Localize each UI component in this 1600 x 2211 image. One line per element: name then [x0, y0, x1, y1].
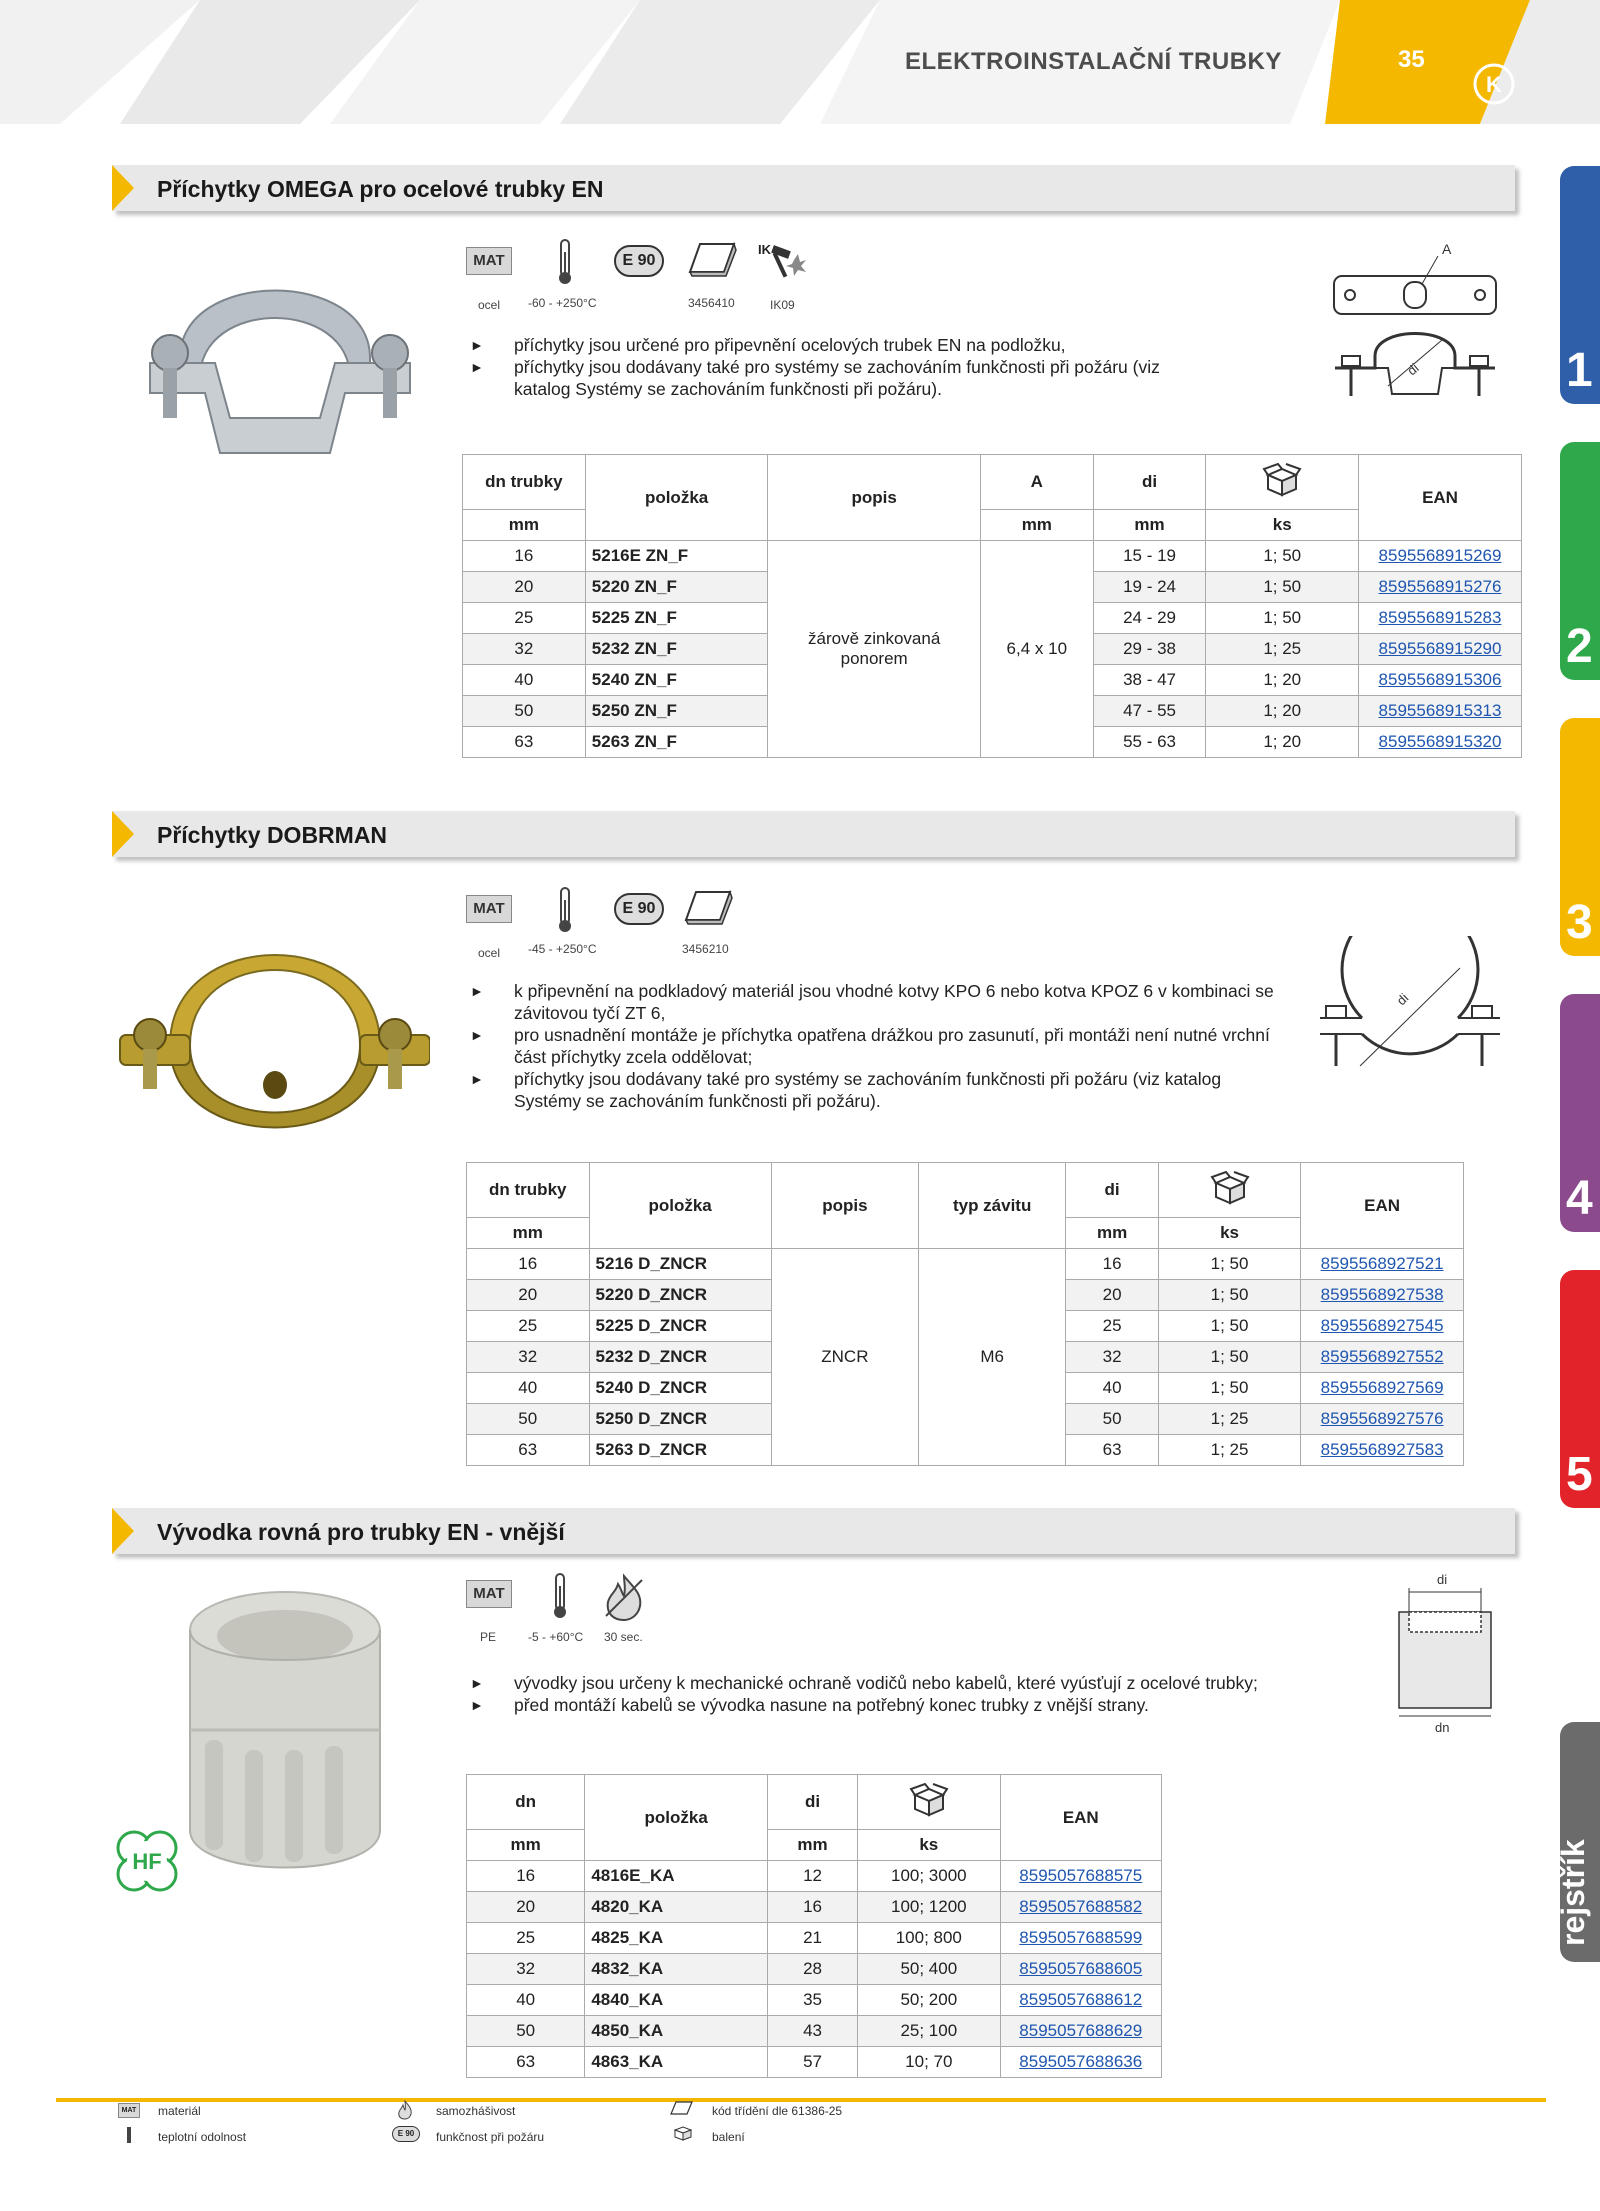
cell-di: 19 - 24	[1093, 572, 1206, 603]
dobrman-technical-drawing	[1310, 936, 1510, 1086]
cell-di: 20	[1066, 1280, 1159, 1311]
tab-label: 1	[1566, 344, 1593, 397]
legend-thermometer-icon	[126, 2126, 132, 2144]
col-item: položka	[585, 1775, 768, 1861]
tab-label: 2	[1566, 620, 1593, 673]
classification-caption: 3456410	[688, 296, 735, 310]
cell-code: 4825_KA	[585, 1923, 768, 1954]
ean-link[interactable]: 8595568927521	[1301, 1249, 1464, 1280]
e90-icon: E 90	[614, 245, 664, 277]
legend-package-icon	[672, 2124, 694, 2142]
material-caption: PE	[480, 1630, 497, 1644]
legend-self-extinguishing: samozhášivost	[436, 2104, 516, 2118]
cell-dn: 50	[467, 2016, 585, 2047]
material-caption: ocel	[478, 946, 501, 960]
ean-link[interactable]: 8595568915306	[1359, 665, 1522, 696]
cell-code: 5263 D_ZNCR	[589, 1435, 771, 1466]
cell-di: 16	[767, 1892, 857, 1923]
tab-chapter-4[interactable]	[1560, 994, 1600, 1232]
page-header	[0, 0, 1600, 124]
cell-code: 4832_KA	[585, 1954, 768, 1985]
omega-feature-list	[470, 334, 1190, 400]
dobrman-clip-image	[110, 935, 430, 1145]
cell-pack: 1; 50	[1158, 1373, 1300, 1404]
table-row	[467, 2016, 1162, 2047]
feature-item: ► před montáží kabelů se vývodka nasune na potřebný konec trubky z vnější strany.	[470, 1694, 1370, 1716]
legend-fire-function: funkčnost při požáru	[436, 2130, 545, 2144]
dobrman-product-table	[466, 1162, 1464, 1466]
table-row	[467, 2047, 1162, 2078]
col-item: položka	[585, 455, 768, 541]
footer-divider	[56, 2098, 1546, 2102]
legend-classification-icon	[670, 2100, 694, 2118]
ean-link[interactable]: 8595057688575	[1000, 1861, 1161, 1892]
cell-code: 4840_KA	[585, 1985, 768, 2016]
ean-link[interactable]: 8595057688599	[1000, 1923, 1161, 1954]
cell-code: 5220 ZN_F	[585, 572, 768, 603]
feature-item: ► příchytky jsou určené pro připevnění ocelových trubek EN na podložku,	[470, 334, 1190, 356]
cell-di: 25	[1066, 1311, 1159, 1342]
cell-code: 5216 D_ZNCR	[589, 1249, 771, 1280]
ean-link[interactable]: 8595057688582	[1000, 1892, 1161, 1923]
section-title: Vývodka rovná pro trubky EN - vnější	[157, 1519, 565, 1545]
cell-di: 50	[1066, 1404, 1159, 1435]
section-heading-dobrman	[112, 811, 1515, 857]
drawing-outer-diameter-label: dn	[1435, 1720, 1450, 1735]
cell-di: 57	[767, 2047, 857, 2078]
heading-marker-icon	[112, 811, 134, 857]
ik-label: IK	[758, 242, 771, 257]
header-background	[0, 0, 1600, 124]
cell-pack: 1; 50	[1158, 1311, 1300, 1342]
unit-di: mm	[767, 1830, 857, 1861]
tab-index[interactable]	[1555, 1722, 1600, 1962]
cell-dn: 16	[467, 1861, 585, 1892]
ean-link[interactable]: 8595057688629	[1000, 2016, 1161, 2047]
cell-di: 63	[1066, 1435, 1159, 1466]
cell-dn: 50	[463, 696, 586, 727]
col-a: A	[980, 455, 1093, 510]
col-dn: dn trubky	[467, 1163, 590, 1218]
drawing-diameter-label: di	[1404, 360, 1422, 379]
cell-dn: 25	[463, 603, 586, 634]
cell-pack: 50; 200	[858, 1985, 1000, 2016]
unit-pack: ks	[1206, 510, 1359, 541]
cell-dn: 63	[463, 727, 586, 758]
cell-dn: 25	[467, 1311, 590, 1342]
feature-item: ► pro usnadnění montáže je příchytka opatřena drážkou pro zasunutí, při montáži není nutné vrchní část příchytky zcela oddělovat;	[470, 1024, 1290, 1068]
cell-description: žárově zinkovaná ponorem	[768, 541, 981, 758]
col-pack	[858, 1775, 1000, 1830]
ean-link[interactable]: 8595568927576	[1301, 1404, 1464, 1435]
feature-item: ► vývodky jsou určeny k mechanické ochraně vodičů nebo kabelů, které vyúsťují z ocelové trubky;	[470, 1672, 1370, 1694]
cell-di: 47 - 55	[1093, 696, 1206, 727]
cell-pack: 1; 50	[1206, 572, 1359, 603]
cell-description: ZNCR	[771, 1249, 918, 1466]
material-caption: ocel	[478, 298, 501, 312]
feature-item: ► k připevnění na podkladový materiál jsou vhodné kotvy KPO 6 nebo kotva KPOZ 6 v kombinaci se závitovou tyčí ZT 6,	[470, 980, 1290, 1024]
ean-link[interactable]: 8595568915313	[1359, 696, 1522, 727]
table-row	[467, 1892, 1162, 1923]
cell-dn: 40	[467, 1373, 590, 1404]
ik-caption: IK09	[770, 298, 795, 312]
e90-icon: E 90	[614, 893, 664, 925]
thermometer-icon	[552, 1572, 568, 1620]
unit-dn: mm	[467, 1830, 585, 1861]
cell-dn: 20	[463, 572, 586, 603]
legend-code: kód třídění dle 61386-25	[712, 2104, 843, 2118]
cell-code: 5225 D_ZNCR	[589, 1311, 771, 1342]
legend-material: materiál	[158, 2104, 201, 2118]
cell-code: 5240 D_ZNCR	[589, 1373, 771, 1404]
col-thread: typ závitu	[919, 1163, 1066, 1249]
ean-link[interactable]: 8595568927552	[1301, 1342, 1464, 1373]
table-row	[467, 1985, 1162, 2016]
col-di: di	[1093, 455, 1206, 510]
tab-chapter-1[interactable]	[1560, 166, 1600, 404]
section-heading-omega	[112, 165, 1515, 211]
cell-di: 16	[1066, 1249, 1159, 1280]
cell-dn: 32	[467, 1342, 590, 1373]
cell-pack: 100; 800	[858, 1923, 1000, 1954]
legend-flame-icon	[396, 2100, 414, 2120]
ean-link[interactable]: 8595568915269	[1359, 541, 1522, 572]
cell-pack: 1; 50	[1158, 1342, 1300, 1373]
col-ean: EAN	[1000, 1775, 1161, 1861]
ean-link[interactable]: 8595568927538	[1301, 1280, 1464, 1311]
cell-code: 5240 ZN_F	[585, 665, 768, 696]
vyvodka-product-table	[466, 1774, 1162, 2078]
cell-pack: 100; 3000	[858, 1861, 1000, 1892]
classification-code-icon	[684, 888, 734, 928]
table-row	[467, 1954, 1162, 1985]
col-ean: EAN	[1301, 1163, 1464, 1249]
ean-link[interactable]: 8595568927569	[1301, 1373, 1464, 1404]
cell-di: 29 - 38	[1093, 634, 1206, 665]
temperature-caption: -45 - +250°C	[528, 942, 597, 956]
impact-hammer-icon	[758, 240, 808, 280]
cell-pack: 1; 20	[1206, 727, 1359, 758]
material-icon: MAT	[466, 1580, 512, 1608]
unit-pack: ks	[858, 1830, 1000, 1861]
material-icon: MAT	[466, 247, 512, 275]
cable-gland-image	[165, 1590, 405, 1880]
tab-label: 3	[1566, 896, 1593, 949]
feature-item: ► příchytky jsou dodávany také pro systémy se zachováním funkčnosti při požáru (viz katalog Systémy se zachováním funkčnosti při požáru).	[470, 1068, 1290, 1112]
cell-dn: 20	[467, 1892, 585, 1923]
cell-code: 4820_KA	[585, 1892, 768, 1923]
cell-di: 24 - 29	[1093, 603, 1206, 634]
cell-thread: M6	[919, 1249, 1066, 1466]
cell-dn: 40	[467, 1985, 585, 2016]
flame-caption: 30 sec.	[604, 1630, 643, 1644]
cell-pack: 1; 50	[1158, 1280, 1300, 1311]
cell-dn: 63	[467, 1435, 590, 1466]
cell-code: 4863_KA	[585, 2047, 768, 2078]
unit-dn: mm	[463, 510, 586, 541]
package-box-icon	[1210, 1171, 1250, 1205]
drawing-diameter-label: di	[1393, 990, 1412, 1009]
cell-dn: 50	[467, 1404, 590, 1435]
col-description: popis	[771, 1163, 918, 1249]
cell-code: 5263 ZN_F	[585, 727, 768, 758]
cell-code: 5232 ZN_F	[585, 634, 768, 665]
cell-code: 5220 D_ZNCR	[589, 1280, 771, 1311]
flame-self-extinguishing-icon	[600, 1572, 648, 1622]
brand-logo-icon	[1472, 62, 1516, 106]
cell-pack: 1; 50	[1206, 603, 1359, 634]
legend-temperature: teplotní odolnost	[158, 2130, 247, 2144]
unit-dn: mm	[467, 1218, 590, 1249]
cell-di: 28	[767, 1954, 857, 1985]
cell-dn: 16	[463, 541, 586, 572]
dobrman-feature-list	[470, 980, 1290, 1112]
cell-dn: 63	[467, 2047, 585, 2078]
hf-badge-label: HF	[132, 1849, 162, 1874]
ean-link[interactable]: 8595057688636	[1000, 2047, 1161, 2078]
package-box-icon	[1262, 463, 1302, 497]
heading-marker-icon	[112, 1508, 134, 1554]
cell-pack: 50; 400	[858, 1954, 1000, 1985]
col-dn: dn trubky	[463, 455, 586, 510]
unit-pack: ks	[1158, 1218, 1300, 1249]
page-number: 35	[1398, 46, 1425, 73]
temperature-caption: -5 - +60°C	[528, 1630, 584, 1644]
cell-di: 32	[1066, 1342, 1159, 1373]
drawing-inner-diameter-label: di	[1437, 1572, 1448, 1587]
section-heading-vyvodka	[112, 1508, 1515, 1554]
cell-code: 4850_KA	[585, 2016, 768, 2047]
cell-code: 5225 ZN_F	[585, 603, 768, 634]
cell-di: 43	[767, 2016, 857, 2047]
temperature-caption: -60 - +250°C	[528, 296, 597, 310]
cell-pack: 1; 25	[1206, 634, 1359, 665]
cell-pack: 1; 25	[1158, 1404, 1300, 1435]
ean-link[interactable]: 8595568915276	[1359, 572, 1522, 603]
omega-product-table	[462, 454, 1522, 758]
legend-e90-icon: E 90	[392, 2126, 420, 2142]
cell-di: 40	[1066, 1373, 1159, 1404]
cell-pack: 25; 100	[858, 2016, 1000, 2047]
cell-dn: 16	[467, 1249, 590, 1280]
col-pack	[1158, 1163, 1300, 1218]
cell-di: 55 - 63	[1093, 727, 1206, 758]
thermometer-icon	[557, 886, 573, 934]
legend-material-icon: MAT	[118, 2103, 140, 2118]
hf-badge-icon	[112, 1826, 182, 1896]
cell-di: 35	[767, 1985, 857, 2016]
material-icon: MAT	[466, 895, 512, 923]
thermometer-icon	[557, 238, 573, 286]
cell-di: 21	[767, 1923, 857, 1954]
cell-pack: 1; 50	[1158, 1249, 1300, 1280]
cell-dn: 32	[467, 1954, 585, 1985]
cell-di: 12	[767, 1861, 857, 1892]
cell-code: 5216E ZN_F	[585, 541, 768, 572]
drawing-dimension-label: A	[1442, 241, 1452, 257]
col-item: položka	[589, 1163, 771, 1249]
ean-link[interactable]: 8595568915290	[1359, 634, 1522, 665]
cell-pack: 100; 1200	[858, 1892, 1000, 1923]
col-pack	[1206, 455, 1359, 510]
heading-marker-icon	[112, 165, 134, 211]
vyvodka-feature-list	[470, 1672, 1370, 1716]
col-di: di	[1066, 1163, 1159, 1218]
cell-di: 15 - 19	[1093, 541, 1206, 572]
table-row	[463, 541, 1522, 572]
ean-link[interactable]: 8595057688612	[1000, 1985, 1161, 2016]
classification-code-icon	[688, 240, 738, 280]
cell-di: 38 - 47	[1093, 665, 1206, 696]
svg-text:K: K	[1486, 72, 1502, 97]
cell-code: 5250 D_ZNCR	[589, 1404, 771, 1435]
section-title: Příchytky OMEGA pro ocelové trubky EN	[157, 176, 604, 202]
col-ean: EAN	[1359, 455, 1522, 541]
col-di: di	[767, 1775, 857, 1830]
page-title: ELEKTROINSTALAČNÍ TRUBKY	[905, 48, 1282, 75]
cell-pack: 1; 50	[1206, 541, 1359, 572]
cell-pack: 1; 25	[1158, 1435, 1300, 1466]
cell-dn: 20	[467, 1280, 590, 1311]
ean-link[interactable]: 8595568927545	[1301, 1311, 1464, 1342]
cell-code: 4816E_KA	[585, 1861, 768, 1892]
unit-di: mm	[1093, 510, 1206, 541]
tab-label: 5	[1566, 1448, 1593, 1501]
ean-link[interactable]: 8595568927583	[1301, 1435, 1464, 1466]
ean-link[interactable]: 8595568915283	[1359, 603, 1522, 634]
table-row	[467, 1249, 1464, 1280]
cell-pack: 10; 70	[858, 2047, 1000, 2078]
tab-chapter-2[interactable]	[1560, 442, 1600, 680]
cell-pack: 1; 20	[1206, 665, 1359, 696]
section-title: Příchytky DOBRMAN	[157, 822, 388, 848]
ean-link[interactable]: 8595568915320	[1359, 727, 1522, 758]
tab-label: 4	[1566, 1172, 1593, 1225]
omega-technical-drawing	[1320, 236, 1520, 406]
tab-chapter-5[interactable]	[1560, 1270, 1600, 1508]
col-dn: dn	[467, 1775, 585, 1830]
feature-item: ► příchytky jsou dodávany také pro systémy se zachováním funkčnosti při požáru (viz katalog Systémy se zachováním funkčnosti při požáru).	[470, 356, 1190, 400]
omega-clip-image	[120, 268, 440, 468]
table-row	[467, 1861, 1162, 1892]
cell-dn: 25	[467, 1923, 585, 1954]
ean-link[interactable]: 8595057688605	[1000, 1954, 1161, 1985]
cell-pack: 1; 20	[1206, 696, 1359, 727]
classification-caption: 3456210	[682, 942, 729, 956]
cable-gland-technical-drawing	[1375, 1570, 1515, 1740]
table-row	[467, 1923, 1162, 1954]
tab-label: rejstřík	[1555, 1839, 1591, 1946]
cell-a: 6,4 x 10	[980, 541, 1093, 758]
col-description: popis	[768, 455, 981, 541]
unit-di: mm	[1066, 1218, 1159, 1249]
cell-dn: 32	[463, 634, 586, 665]
cell-dn: 40	[463, 665, 586, 696]
legend-packaging: balení	[712, 2130, 745, 2144]
cell-code: 5232 D_ZNCR	[589, 1342, 771, 1373]
package-box-icon	[909, 1783, 949, 1817]
cell-code: 5250 ZN_F	[585, 696, 768, 727]
tab-chapter-3[interactable]	[1560, 718, 1600, 956]
unit-a: mm	[980, 510, 1093, 541]
